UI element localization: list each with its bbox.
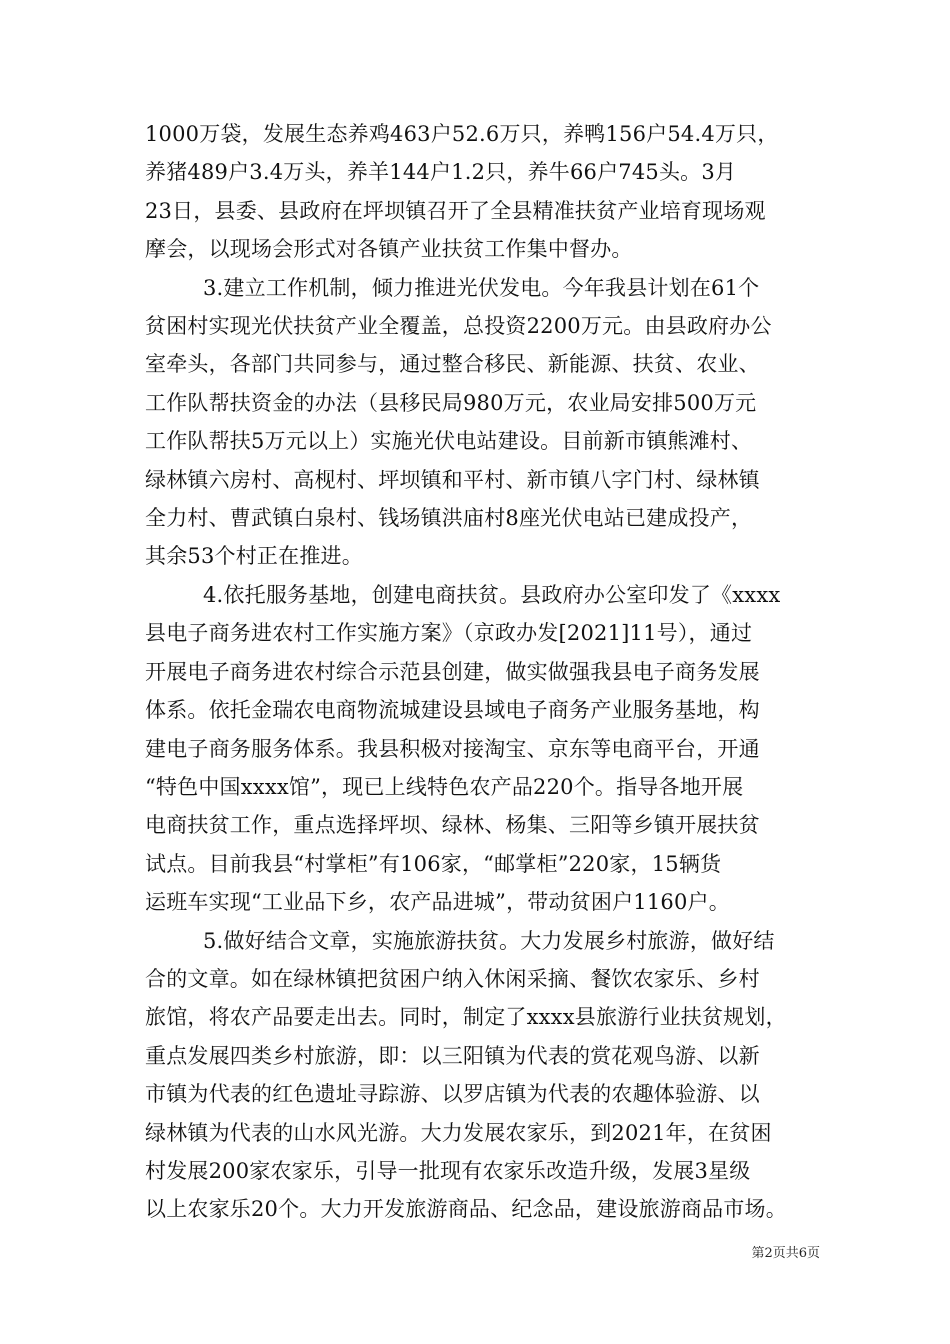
text-line: 绿林镇六房村、高枧村、坪坝镇和平村、新市镇八字门村、绿林镇 bbox=[145, 467, 760, 492]
text-line: 开展电子商务进农村综合示范县创建，做实做强我县电子商务发展 bbox=[145, 659, 760, 684]
text-line: 4.依托服务基地，创建电商扶贫。县政府办公室印发了《xxxx bbox=[203, 582, 781, 607]
paragraph-tourism bbox=[145, 922, 825, 1229]
text-line: 绿林镇为代表的山水风光游。大力发展农家乐，到2021年，在贫困 bbox=[145, 1120, 772, 1145]
text-line: 工作队帮扶5万元以上）实施光伏电站建设。目前新市镇熊滩村、 bbox=[145, 429, 753, 454]
paragraph-photovoltaic bbox=[145, 269, 825, 576]
text-line: 贫困村实现光伏扶贫产业全覆盖，总投资2200万元。由县政府办公 bbox=[145, 314, 772, 339]
text-line: 建电子商务服务体系。我县积极对接淘宝、京东等电商平台，开通 bbox=[145, 736, 760, 761]
text-line: 其余53个村正在推进。 bbox=[145, 544, 363, 569]
text-line: 运班车实现“工业品下乡，农产品进城”，带动贫困户1160户。 bbox=[145, 890, 730, 915]
text-line: 3.建立工作机制，倾力推进光伏发电。今年我县计划在61个 bbox=[203, 275, 760, 300]
text-line: 市镇为代表的红色遗址寻踪游、以罗店镇为代表的农趣体验游、以 bbox=[145, 1082, 760, 1107]
page-number: 第2页共6页 bbox=[751, 1246, 820, 1261]
text-line: 以上农家乐20个。大力开发旅游商品、纪念品，建设旅游商品市场。 bbox=[145, 1197, 787, 1222]
text-line: 县电子商务进农村工作实施方案》（京政办发[2021]11号），通过 bbox=[145, 621, 753, 646]
text-line: 室牵头，各部门共同参与，通过整合移民、新能源、扶贫、农业、 bbox=[145, 352, 760, 377]
text-line: 村发展200家农家乐，引导一批现有农家乐改造升级，发展3星级 bbox=[145, 1158, 751, 1183]
text-line: 重点发展四类乡村旅游，即：以三阳镇为代表的赏花观鸟游、以新 bbox=[145, 1043, 760, 1068]
text-line: 摩会，以现场会形式对各镇产业扶贫工作集中督办。 bbox=[145, 237, 633, 262]
text-line: 1000万袋，发展生态养鸡463户52.6万只，养鸭156户54.4万只， bbox=[145, 122, 779, 146]
text-line: “特色中国xxxx馆”，现已上线特色农产品220个。指导各地开展 bbox=[145, 774, 744, 799]
text-line: 电商扶贫工作，重点选择坪坝、绿林、杨集、三阳等乡镇开展扶贫 bbox=[145, 813, 760, 838]
text-line: 工作队帮扶资金的办法（县移民局980万元，农业局安排500万元 bbox=[145, 390, 757, 415]
text-line: 全力村、曹武镇白泉村、钱场镇洪庙村8座光伏电站已建成投产， bbox=[145, 506, 753, 531]
text-line: 试点。目前我县“村掌柜”有106家，“邮掌柜”220家，15辆货 bbox=[145, 851, 722, 876]
document-body bbox=[145, 115, 825, 1229]
text-line: 体系。依托金瑞农电商物流城建设县域电子商务产业服务基地，构 bbox=[145, 698, 760, 723]
text-line: 5.做好结合文章，实施旅游扶贫。大力发展乡村旅游，做好结 bbox=[203, 928, 775, 953]
text-line: 旅馆，将农产品要走出去。同时，制定了xxxx县旅游行业扶贫规划， bbox=[145, 1005, 787, 1030]
text-line: 合的文章。如在绿林镇把贫困户纳入休闲采摘、餐饮农家乐、乡村 bbox=[145, 966, 760, 991]
paragraph-ecommerce bbox=[145, 576, 825, 922]
text-line: 养猪489户3.4万头，养羊144户1.2只，养牛66户745头。3月 bbox=[145, 160, 737, 185]
text-line: 23日，县委、县政府在坪坝镇召开了全县精准扶贫产业培育现场观 bbox=[145, 198, 766, 223]
paragraph-livestock bbox=[145, 115, 825, 269]
